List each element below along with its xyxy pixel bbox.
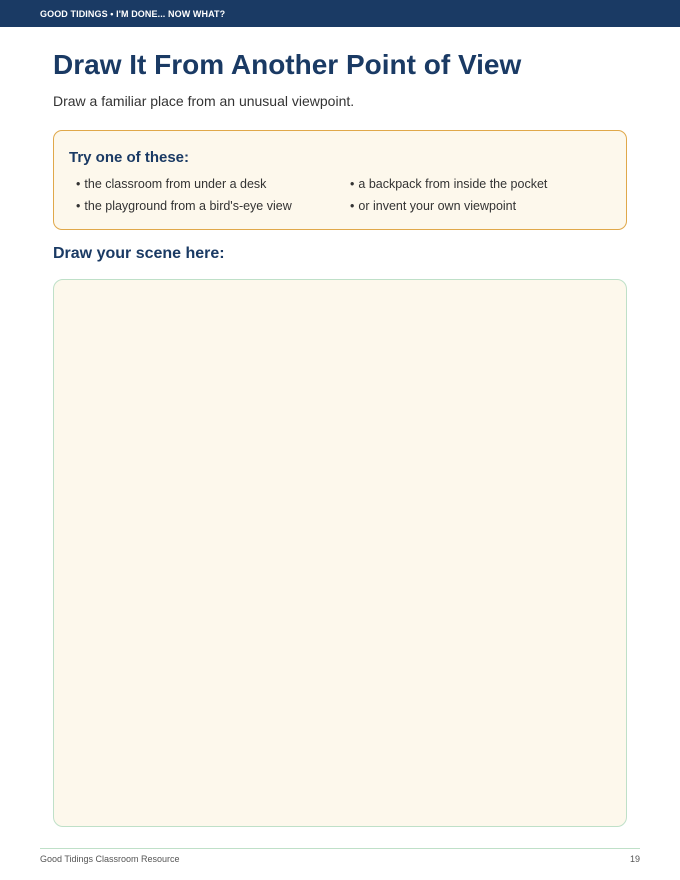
- header-bar: [0, 0, 680, 27]
- drawing-area[interactable]: [53, 279, 627, 827]
- idea-text: or invent your own viewpoint: [358, 199, 517, 213]
- idea-item: [76, 199, 292, 213]
- idea-text: the playground from a bird's-eye view: [84, 199, 292, 213]
- drawing-heading: Draw your scene here:: [53, 245, 225, 262]
- page-title: Draw It From Another Point of View: [53, 49, 522, 80]
- page-number: 19: [629, 854, 640, 864]
- idea-item: [350, 177, 547, 191]
- bullet-icon: •: [350, 177, 355, 191]
- ideas-box: [53, 130, 627, 230]
- running-title: GOOD TIDINGS • I'M DONE... NOW WHAT?: [40, 9, 226, 19]
- ideas-heading: Try one of these:: [69, 149, 190, 166]
- page-subtitle: Draw a familiar place from an unusual viewpoint.: [53, 93, 355, 109]
- footer-label: Good Tidings Classroom Resource: [40, 854, 180, 864]
- bullet-icon: •: [76, 199, 81, 213]
- footer-divider: [40, 848, 640, 849]
- bullet-icon: •: [350, 199, 355, 213]
- idea-item: [350, 199, 516, 213]
- idea-text: a backpack from inside the pocket: [358, 177, 548, 191]
- idea-item: [76, 177, 266, 191]
- idea-text: the classroom from under a desk: [84, 177, 267, 191]
- bullet-icon: •: [76, 177, 81, 191]
